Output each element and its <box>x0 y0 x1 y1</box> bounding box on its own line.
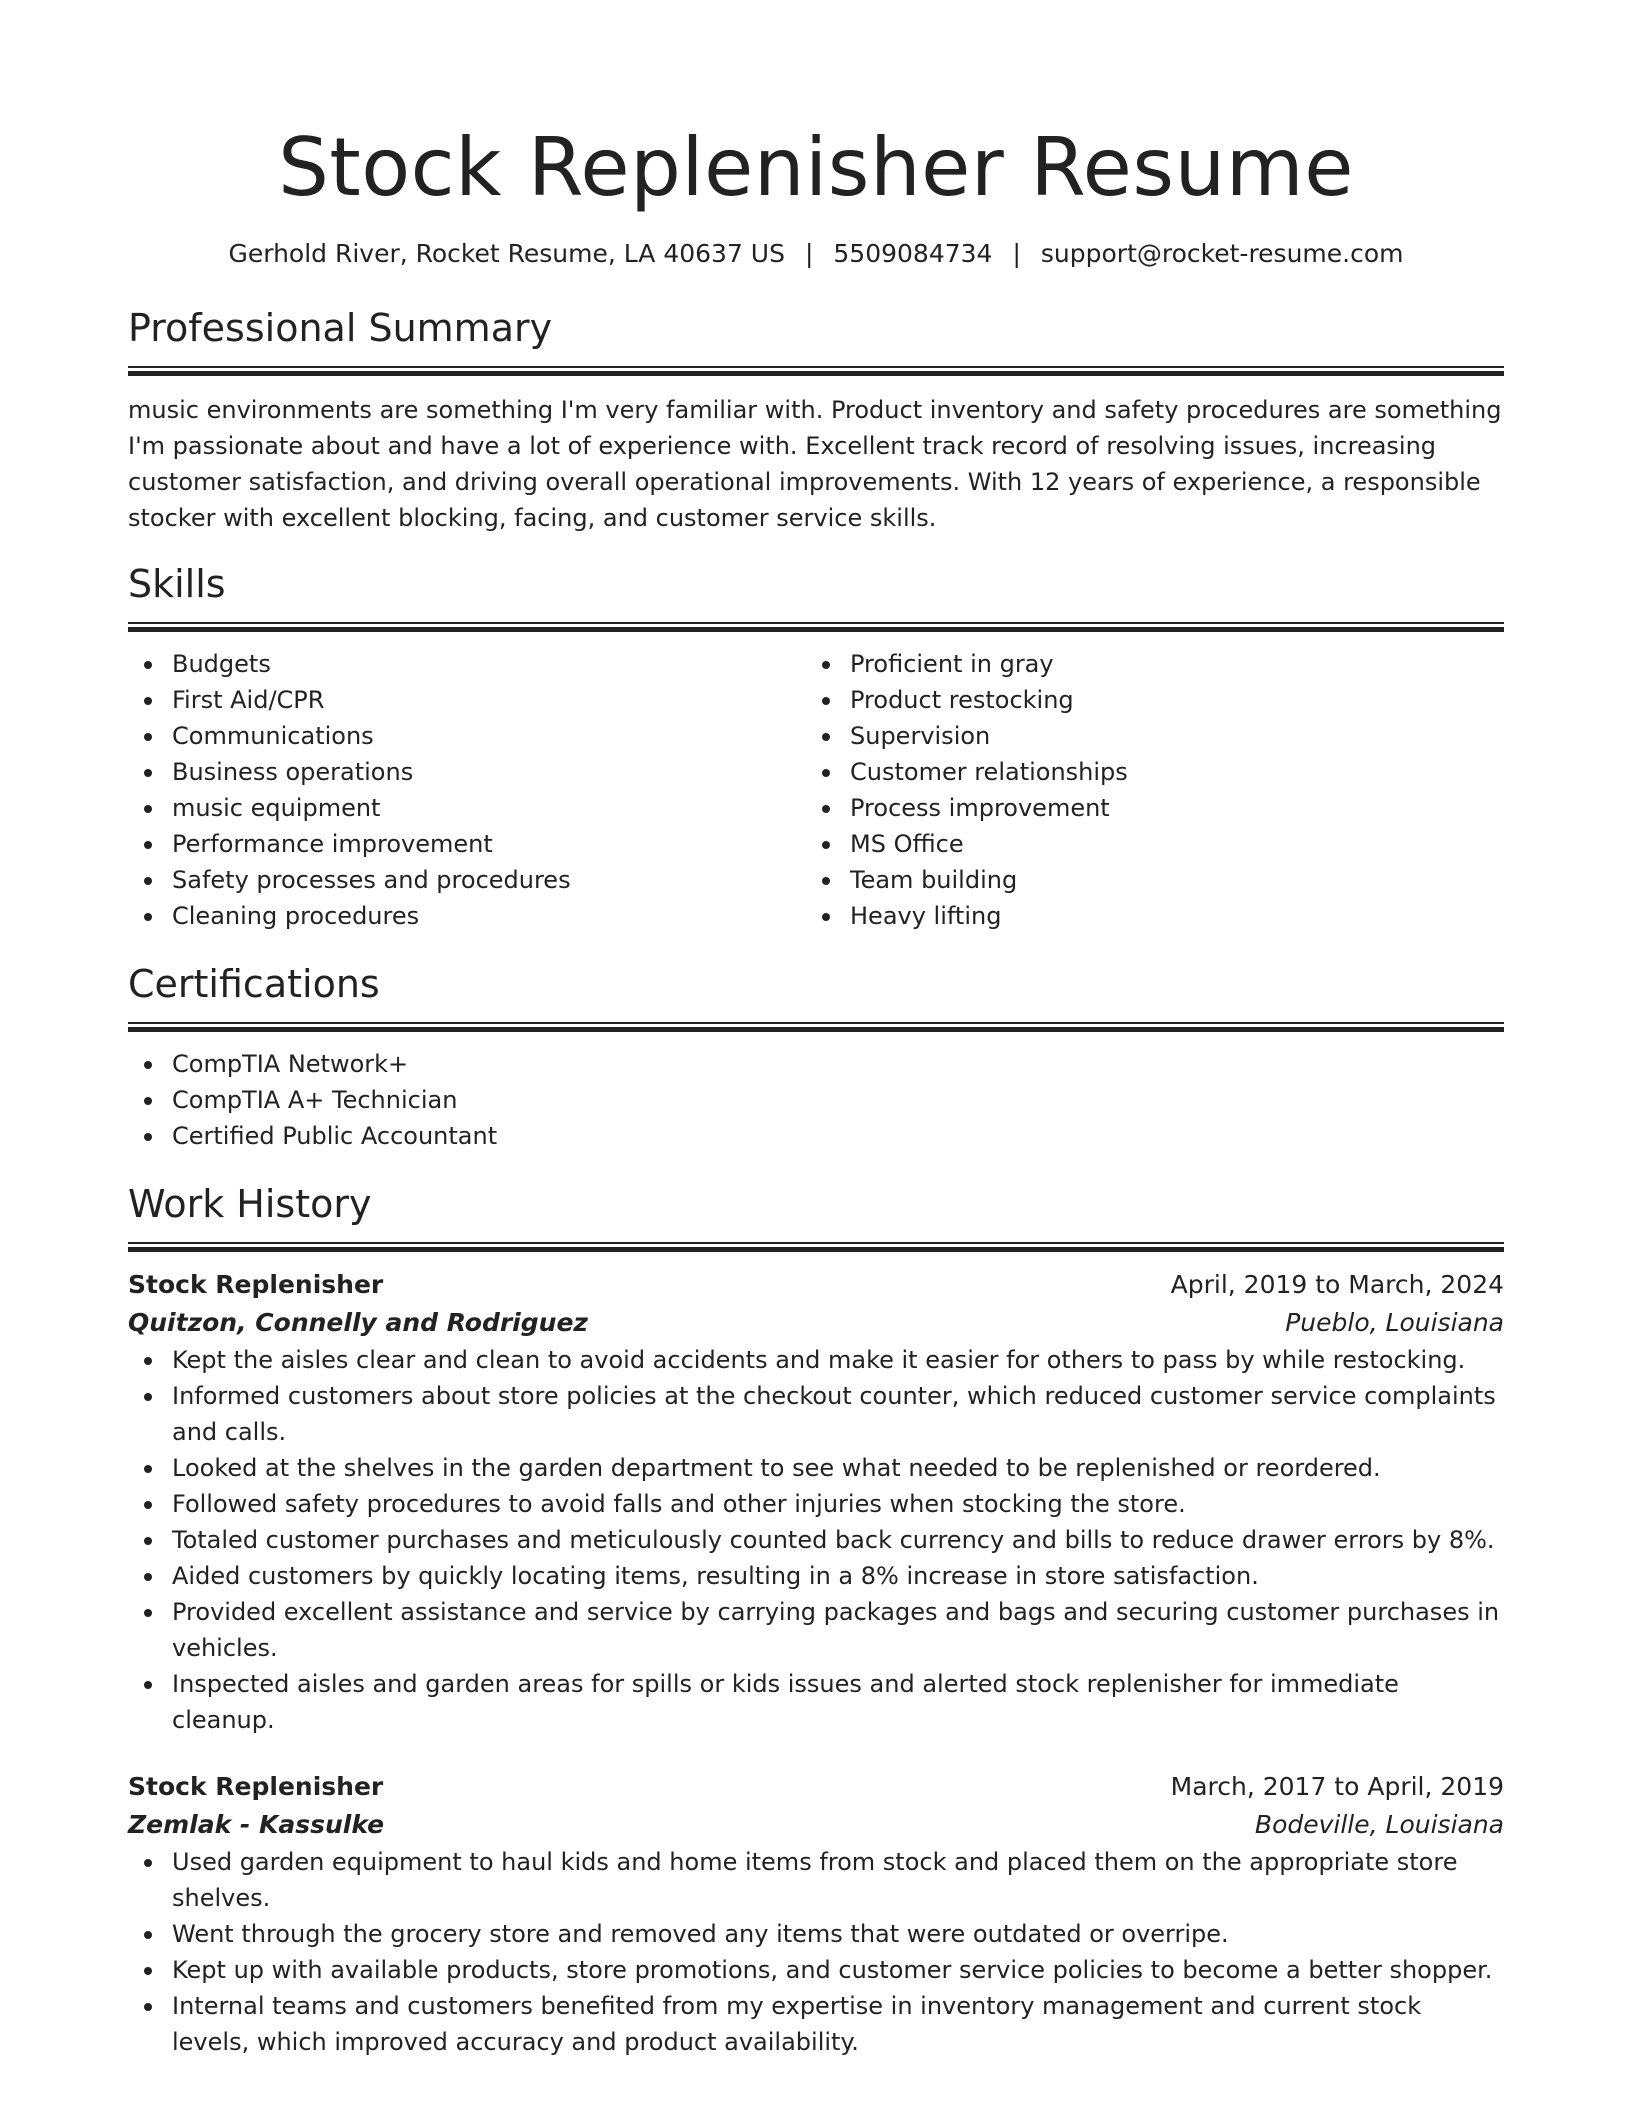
skill-item: music equipment <box>128 790 806 826</box>
skill-item: Product restocking <box>806 682 1484 718</box>
job-duty: Kept up with available products, store promotions, and customer service policies to become a better shopper. <box>128 1952 1504 1988</box>
skill-item: Budgets <box>128 646 806 682</box>
skill-item: Heavy lifting <box>806 898 1484 934</box>
skills-list-left <box>128 646 806 934</box>
section-divider <box>128 366 1504 376</box>
job-location: Pueblo, Louisiana <box>1285 1308 1504 1337</box>
job-header <box>128 1266 1504 1304</box>
job-subheader <box>128 1806 1504 1844</box>
contact-address: Gerhold River, Rocket Resume, LA 40637 US <box>228 239 785 268</box>
work-history-heading: Work History <box>128 1182 372 1226</box>
section-divider <box>128 622 1504 632</box>
skills-list-right <box>806 646 1484 934</box>
job-title: Stock Replenisher <box>128 1270 384 1299</box>
job-dates: April, 2019 to March, 2024 <box>1170 1270 1504 1299</box>
job-duty: Kept the aisles clear and clean to avoid accidents and make it easier for others to pass by while restocking. <box>128 1342 1504 1378</box>
certification-item: CompTIA A+ Technician <box>128 1082 1504 1118</box>
job-duty: Aided customers by quickly locating items, resulting in a 8% increase in store satisfaction. <box>128 1558 1504 1594</box>
certifications-section <box>128 958 1504 1154</box>
job-duty: Used garden equipment to haul kids and home items from stock and placed them on the appropriate store shelves. <box>128 1844 1504 1916</box>
skill-item: Proficient in gray <box>806 646 1484 682</box>
job-duties-list <box>128 1844 1504 2060</box>
skill-item: Performance improvement <box>128 826 806 862</box>
section-divider <box>128 1022 1504 1032</box>
skills-section <box>128 558 1504 934</box>
resume-title: Stock Replenisher Resume <box>278 121 1354 214</box>
job-header <box>128 1768 1504 1806</box>
skill-item: Safety processes and procedures <box>128 862 806 898</box>
skills-grid <box>128 646 1504 934</box>
job-duty: Totaled customer purchases and meticulously counted back currency and bills to reduce drawer errors by 8%. <box>128 1522 1504 1558</box>
skill-item: Team building <box>806 862 1484 898</box>
job-duty: Internal teams and customers benefited from my expertise in inventory management and current stock levels, which improved accuracy and product availability. <box>128 1988 1504 2060</box>
summary-heading: Professional Summary <box>128 306 553 350</box>
job-duty: Inspected aisles and garden areas for spills or kids issues and alerted stock replenisher for immediate cleanup. <box>128 1666 1504 1738</box>
job-title: Stock Replenisher <box>128 1772 384 1801</box>
contact-separator: | <box>804 239 814 268</box>
contact-phone: 5509084734 <box>833 239 993 268</box>
skills-heading: Skills <box>128 562 226 606</box>
job-dates: March, 2017 to April, 2019 <box>1170 1772 1504 1801</box>
skill-item: Cleaning procedures <box>128 898 806 934</box>
certification-item: Certified Public Accountant <box>128 1118 1504 1154</box>
skill-item: Business operations <box>128 754 806 790</box>
summary-section <box>128 302 1504 536</box>
contact-email: support@rocket-resume.com <box>1040 239 1404 268</box>
job-location: Bodeville, Louisiana <box>1254 1810 1504 1839</box>
job-subheader <box>128 1304 1504 1342</box>
certifications-heading: Certifications <box>128 962 380 1006</box>
skill-item: First Aid/CPR <box>128 682 806 718</box>
skill-item: Process improvement <box>806 790 1484 826</box>
resume-page <box>128 0 1504 2060</box>
job-duty: Looked at the shelves in the garden department to see what needed to be replenished or reordered. <box>128 1450 1504 1486</box>
contact-separator: | <box>1012 239 1021 268</box>
section-divider <box>128 1242 1504 1252</box>
job-entry <box>128 1266 1504 1738</box>
job-duty: Informed customers about store policies at the checkout counter, which reduced customer service complaints and calls. <box>128 1378 1504 1450</box>
job-duties-list <box>128 1342 1504 1738</box>
job-duty: Went through the grocery store and removed any items that were outdated or overripe. <box>128 1916 1504 1952</box>
skills-column-right <box>806 646 1484 934</box>
job-company: Zemlak - Kassulke <box>128 1810 385 1839</box>
certification-item: CompTIA Network+ <box>128 1046 1504 1082</box>
job-entry <box>128 1768 1504 2060</box>
certifications-list <box>128 1046 1504 1154</box>
skill-item: Customer relationships <box>806 754 1484 790</box>
summary-text: music environments are something I'm very familiar with. Product inventory and safety procedures are something I'm passionate about and have a lot of experience with. Excellent track record of resolving issues, increasing customer satisfaction, and driving overall operational improvements. With 12 years of experience, a responsible stocker with excellent blocking, facing, and customer service skills. <box>128 396 1502 532</box>
contact-line <box>128 236 1504 272</box>
skill-item: Communications <box>128 718 806 754</box>
skill-item: MS Office <box>806 826 1484 862</box>
job-duty: Provided excellent assistance and service by carrying packages and bags and securing customer purchases in vehicles. <box>128 1594 1504 1666</box>
work-history-section <box>128 1178 1504 2060</box>
skills-column-left <box>128 646 806 934</box>
job-duty: Followed safety procedures to avoid falls and other injuries when stocking the store. <box>128 1486 1504 1522</box>
job-company: Quitzon, Connelly and Rodriguez <box>128 1308 588 1337</box>
skill-item: Supervision <box>806 718 1484 754</box>
